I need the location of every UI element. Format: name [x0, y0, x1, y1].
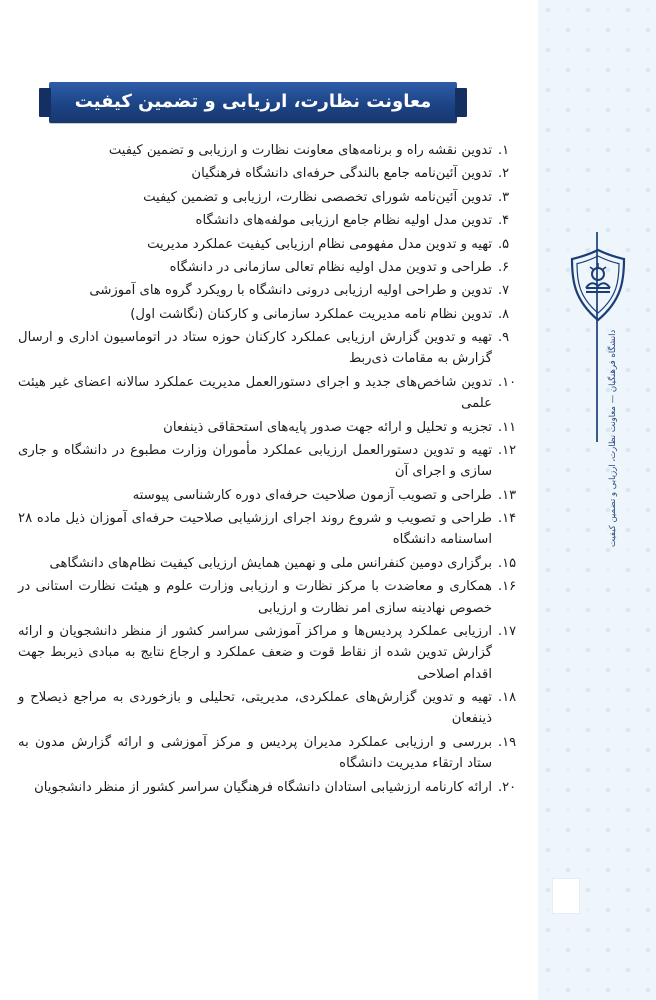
list-item — [18, 280, 528, 301]
list-item — [18, 777, 528, 798]
list-item-number: ۱. — [498, 143, 510, 158]
list-item — [18, 257, 528, 278]
university-emblem-icon — [566, 248, 630, 322]
list-item — [18, 621, 528, 685]
list-item-number: ۱۰. — [498, 374, 517, 390]
list-item-text: تدوین شاخص‌های جدید و اجرای دستورالعمل مدیریت عملکرد سالانه اعضای غیر هیئت علمی — [18, 374, 492, 412]
list-item-text: تدوین آئین‌نامه شورای تخصصی نظارت، ارزیابی و تضمین کیفیت — [143, 189, 492, 205]
list-item-text: برگزاری دومین کنفرانس ملی و نهمین همایش ارزیابی کیفیت نظام‌های دانشگاهی — [49, 555, 492, 571]
list-item — [18, 327, 528, 370]
list-item-number: ۱۹. — [498, 734, 517, 750]
list-item — [18, 732, 528, 775]
list-item — [18, 187, 528, 208]
list-item-text: تدوین نقشه راه و برنامه‌های معاونت نظارت و ارزیابی و تضمین کیفیت — [108, 143, 492, 158]
list-item-number: ۱۴. — [498, 511, 517, 526]
list-item — [18, 440, 528, 483]
list-item-text: تدوین نظام نامه مدیریت عملکرد سازمانی و کارکنان (نگاشت اول) — [130, 306, 492, 322]
list-item-number: ۲۰. — [498, 779, 517, 795]
list-item-number: ۳. — [498, 189, 510, 205]
list-item-text: طراحی و تصویب آزمون صلاحیت حرفه‌ای دوره کارشناسی پیوسته — [132, 487, 492, 503]
list-item-text: تهیه و تدوین دستورالعمل ارزیابی عملکرد مأموران وزارت مطبوع در دانشگاه و جاری سازی و اجرای آن — [18, 442, 492, 480]
list-item-number: ۷. — [498, 283, 510, 299]
list-item — [18, 485, 528, 506]
list-item-text: تدوین و طراحی اولیه ارزیابی درونی دانشگاه با رویکرد گروه های آموزشی — [89, 283, 492, 299]
list-item-number: ۱۵. — [498, 555, 517, 571]
decorative-pattern-band — [538, 0, 656, 1000]
list-item-number: ۲. — [498, 166, 510, 182]
list-item-text: همکاری و معاضدت با مرکز نظارت و ارزیابی وزارت علوم و هیئت نظارت استانی در خصوص نهادینه سازی امر نظارت و ارزیابی — [18, 579, 492, 616]
list-item-number: ۱۳. — [498, 487, 517, 503]
list-item-number: ۴. — [498, 213, 510, 229]
list-item — [18, 553, 528, 574]
band-edge-divider — [536, 0, 538, 1000]
list-item — [18, 417, 528, 438]
list-item-number: ۱۶. — [498, 579, 517, 595]
list-item-number: ۹. — [498, 330, 510, 345]
list-item — [18, 304, 528, 325]
list-item — [18, 234, 528, 255]
list-item-text: بررسی و ارزیابی عملکرد مدیران پردیس و مرکز آموزشی و ارائه گزارش مدون به ستاد ارتقاء مدیریت دانشگاه — [18, 734, 492, 772]
list-item-number: ۶. — [498, 259, 510, 275]
list-item-text: تهیه و تدوین گزارش‌های عملکردی، مدیریتی، تحلیلی و بازخوردی به مراجع ذیصلاح و ذینفعان — [18, 690, 492, 727]
list-item — [18, 140, 528, 161]
page-title: معاونت نظارت، ارزیابی و تضمین کیفیت — [49, 82, 458, 123]
emblem-caption: دانشگاه فرهنگیان — معاونت نظارت، ارزیابی و تضمین کیفیت — [608, 330, 618, 548]
list-item — [18, 163, 528, 184]
list-item-text: ارائه کارنامه ارزشیابی استادان دانشگاه فرهنگیان سراسر کشور از منظر دانشجویان — [34, 779, 492, 795]
list-item — [18, 372, 528, 415]
list-item-text: طراحی و تصویب و شروع روند اجرای ارزشیابی صلاحیت حرفه‌ای آموزان ذیل ماده ۲۸ اساسنامه دانشگاه — [18, 511, 492, 548]
list-item-number: ۵. — [498, 236, 510, 252]
list-item-text: ارزیابی عملکرد پردیس‌ها و مراکز آموزشی سراسر کشور از منظر دانشجویان و ارائه گزارش تدوین شده از نقاط قوت و ضعف عملکرد و ارجاع نتایج به مبادی ذیربط جهت اقدام اصلاحی — [18, 623, 492, 682]
list-item-text: طراحی و تدوین مدل اولیه نظام تعالی سازمانی در دانشگاه — [169, 259, 492, 275]
list-item — [18, 576, 528, 619]
list-item-text: تهیه و تدوین گزارش ارزیابی عملکرد کارکنان حوزه ستاد در اتوماسیون اداری و ارسال گزارش به مقامات ذی‌ربط — [18, 330, 492, 367]
tasks-list — [18, 140, 528, 800]
list-item — [18, 210, 528, 231]
list-item-number: ۱۲. — [498, 442, 517, 458]
page-title-container — [0, 82, 506, 123]
list-item — [18, 687, 528, 730]
list-item-number: ۱۷. — [498, 623, 517, 639]
list-item-number: ۱۸. — [498, 690, 517, 705]
list-item-text: تهیه و تدوین مدل مفهومی نظام ارزیابی کیفیت عملکرد مدیریت — [147, 236, 492, 252]
list-item-text: تجزیه و تحلیل و ارائه جهت صدور پایه‌های استحقاقی ذینفعان — [163, 419, 492, 435]
band-notch-shape — [552, 878, 580, 914]
list-item-number: ۱۱. — [498, 419, 517, 435]
list-item — [18, 508, 528, 551]
list-item-number: ۸. — [498, 306, 510, 322]
list-item-text: تدوین آئین‌نامه جامع بالندگی حرفه‌ای دانشگاه فرهنگیان — [191, 166, 492, 182]
list-item-text: تدوین مدل اولیه نظام جامع ارزیابی مولفه‌های دانشگاه — [195, 213, 492, 229]
